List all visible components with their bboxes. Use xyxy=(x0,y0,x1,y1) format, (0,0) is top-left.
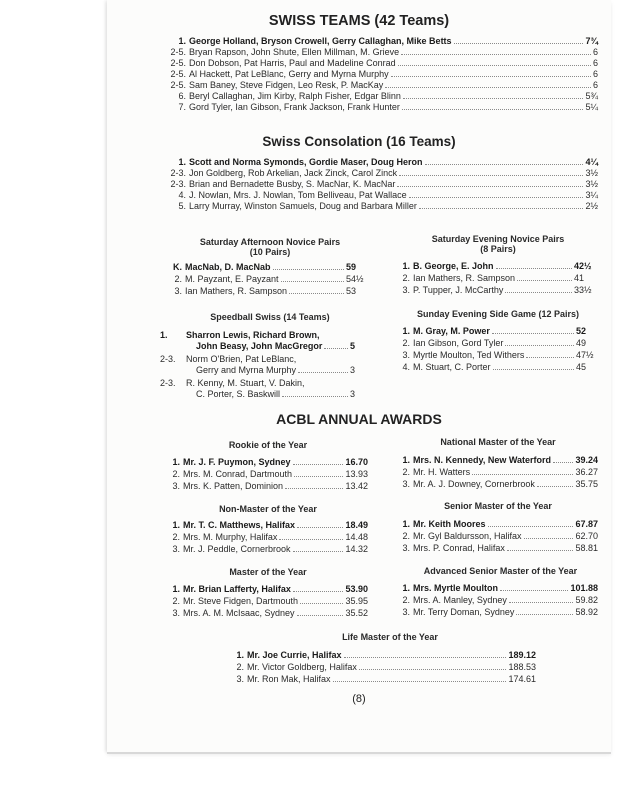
senior-master-row: 3. Mrs. P. Conrad, Halifax 58.81 xyxy=(402,543,598,553)
speedball-row: John Beasy, John MacGregor 5 xyxy=(196,341,356,351)
advanced-senior-row: 3. Mr. Terry Doman, Sydney 58.92 xyxy=(402,607,598,617)
page-edge-shadow xyxy=(107,752,611,754)
senior-master-title: Senior Master of the Year xyxy=(444,501,552,511)
sat-afternoon-title: Saturday Afternoon Novice Pairs xyxy=(199,237,341,247)
consolation-row: 2-3. Brian and Bernadette Busby, S. MacNar, K. MacNar 3½ xyxy=(170,179,598,189)
swiss-teams-row: 2-5. Bryan Rapson, John Shute, Ellen Millman, M. Grieve 6 xyxy=(170,47,598,57)
advanced-senior-title: Advanced Senior Master of the Year xyxy=(423,566,578,576)
non-master-row: 2. Mrs. M. Murphy, Halifax 14.48 xyxy=(172,532,368,542)
speedball-row: C. Porter, S. Baskwill 3 xyxy=(196,389,356,399)
advanced-senior-row: 2. Mrs. A. Manley, Sydney 59.82 xyxy=(402,595,598,605)
speedball-names: R. Kenny, M. Stuart, V. Dakin, xyxy=(186,378,305,388)
speedball-place: 1. xyxy=(160,330,168,340)
swiss-consolation-title: Swiss Consolation (16 Teams) xyxy=(262,134,456,149)
sunday-side-title: Sunday Evening Side Game (12 Pairs) xyxy=(416,309,580,319)
sat-afternoon-row: 2. M. Payzant, E. Payzant 54½ xyxy=(174,274,364,284)
non-master-row: 3. Mr. J. Peddle, Cornerbrook 14.32 xyxy=(172,544,368,554)
swiss-teams-row: 2-5. Don Dobson, Pat Harris, Paul and Madeline Conrad 6 xyxy=(170,58,598,68)
sat-afternoon-row: K. MacNab, D. MacNab 59 xyxy=(173,262,357,272)
life-master-row: 1. Mr. Joe Currie, Halifax 189.12 xyxy=(236,650,536,660)
life-master-row: 3. Mr. Ron Mak, Halifax 174.61 xyxy=(236,674,536,684)
master-title: Master of the Year xyxy=(229,567,307,577)
national-master-row: 1. Mrs. N. Kennedy, New Waterford 39.24 xyxy=(402,455,598,465)
swiss-teams-row: 7. Gord Tyler, Ian Gibson, Frank Jackson, Frank Hunter 5¼ xyxy=(178,102,598,112)
consolation-row: 2-3. Jon Goldberg, Rob Arkelian, Jack Zinck, Carol Zinck 3½ xyxy=(170,168,598,178)
speedball-place: 2-3. xyxy=(160,354,176,364)
sunday-side-row: 3. Myrtle Moulton, Ted Withers 47½ xyxy=(402,350,594,360)
swiss-teams-row: 6. Beryl Callaghan, Jim Kirby, Ralph Fisher, Edgar Blinn 5¾ xyxy=(178,91,598,101)
rookie-row: 3. Mrs. K. Patten, Dominion 13.42 xyxy=(172,481,368,491)
sat-evening-row: 3. P. Tupper, J. McCarthy 33½ xyxy=(402,285,592,295)
master-row: 3. Mrs. A. M. McIsaac, Sydney 35.52 xyxy=(172,608,368,618)
consolation-row: 1. Scott and Norma Symonds, Gordie Maser, Doug Heron 4¼ xyxy=(178,157,598,167)
speedball-title: Speedball Swiss (14 Teams) xyxy=(210,312,330,322)
sat-evening-subtitle: (8 Pairs) xyxy=(480,244,516,254)
rookie-row: 1. Mr. J. F. Puymon, Sydney 16.70 xyxy=(172,457,368,467)
sunday-side-row: 2. Ian Gibson, Gord Tyler 49 xyxy=(402,338,587,348)
national-master-title: National Master of the Year xyxy=(440,437,556,447)
swiss-teams-row: 2-5. Sam Baney, Steve Fidgen, Leo Resk, P. MacKay 6 xyxy=(170,80,598,90)
sat-evening-row: 2. Ian Mathers, R. Sampson 41 xyxy=(402,273,585,283)
swiss-teams-title: SWISS TEAMS (42 Teams) xyxy=(268,13,450,29)
non-master-title: Non-Master of the Year xyxy=(219,504,317,514)
sat-afternoon-row: 3. Ian Mathers, R. Sampson 53 xyxy=(174,286,357,296)
sunday-side-row: 1. M. Gray, M. Power 52 xyxy=(402,326,587,336)
sat-evening-title: Saturday Evening Novice Pairs xyxy=(431,234,565,244)
master-row: 2. Mr. Steve Fidgen, Dartmouth 35.95 xyxy=(172,596,368,606)
sat-afternoon-subtitle: (10 Pairs) xyxy=(249,247,291,257)
master-row: 1. Mr. Brian Lafferty, Halifax 53.90 xyxy=(172,584,368,594)
speedball-place: 2-3. xyxy=(160,378,176,388)
rookie-title: Rookie of the Year xyxy=(228,440,308,450)
speedball-row: Gerry and Myrna Murphy 3 xyxy=(196,365,356,375)
national-master-row: 3. Mr. A. J. Downey, Cornerbrook 35.75 xyxy=(402,479,598,489)
speedball-names: Sharron Lewis, Richard Brown, xyxy=(186,330,320,340)
consolation-row: 5. Larry Murray, Winston Samuels, Doug and Barbara Miller 2½ xyxy=(178,201,598,211)
consolation-row: 4. J. Nowlan, Mrs. J. Nowlan, Tom Belliveau, Pat Wallace 3¼ xyxy=(178,190,598,200)
swiss-teams-row: 1. George Holland, Bryson Crowell, Gerry Callaghan, Mike Betts 7¾ xyxy=(178,36,598,46)
page-number: (8) xyxy=(352,693,366,705)
senior-master-row: 2. Mr. Gyl Baldursson, Halifax 62.70 xyxy=(402,531,598,541)
speedball-names: Norm O'Brien, Pat LeBlanc, xyxy=(186,354,297,364)
swiss-teams-row: 2-5. Al Hackett, Pat LeBlanc, Gerry and Myrna Murphy 6 xyxy=(170,69,598,79)
life-master-title: Life Master of the Year xyxy=(342,632,438,642)
acbl-awards-title: ACBL ANNUAL AWARDS xyxy=(276,411,442,427)
life-master-row: 2. Mr. Victor Goldberg, Halifax 188.53 xyxy=(236,662,536,672)
sat-evening-row: 1. B. George, E. John 42½ xyxy=(402,261,592,271)
senior-master-row: 1. Mr. Keith Moores 67.87 xyxy=(402,519,598,529)
advanced-senior-row: 1. Mrs. Myrtle Moulton 101.88 xyxy=(402,583,598,593)
national-master-row: 2. Mr. H. Watters 36.27 xyxy=(402,467,598,477)
sunday-side-row: 4. M. Stuart, C. Porter 45 xyxy=(402,362,587,372)
non-master-row: 1. Mr. T. C. Matthews, Halifax 18.49 xyxy=(172,520,368,530)
rookie-row: 2. Mrs. M. Conrad, Dartmouth 13.93 xyxy=(172,469,368,479)
